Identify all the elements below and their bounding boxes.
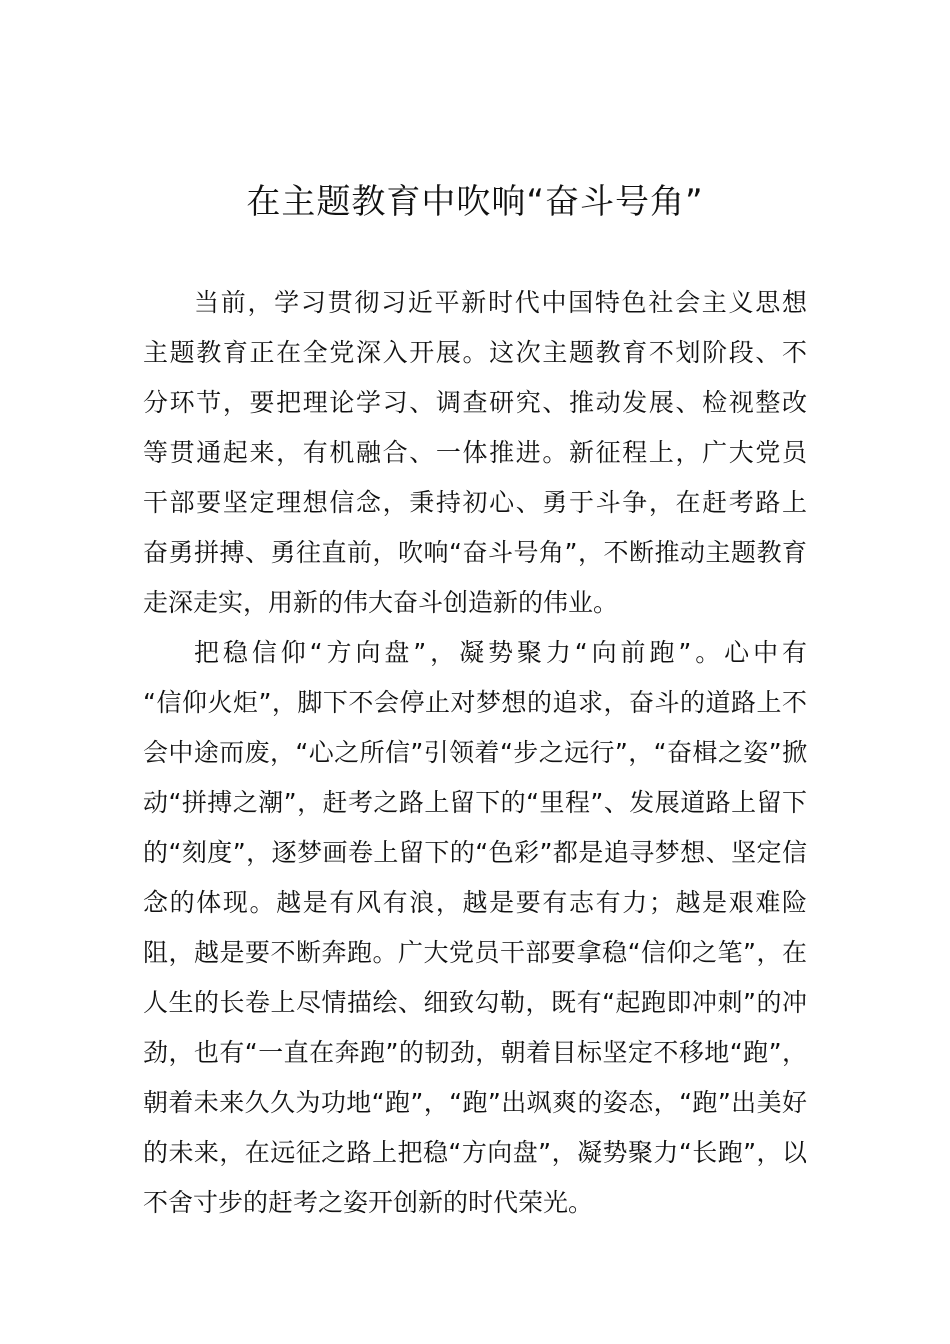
paragraph-line: 念的体现。越是有风有浪，越是要有志有力；越是艰难险 xyxy=(143,888,807,917)
paragraph-line: 会中途而废，“心之所信”引领着“步之远行”，“奋楫之姿”掀 xyxy=(143,738,807,767)
paragraph-line: 的“刻度”，逐梦画卷上留下的“色彩”都是追寻梦想、坚定信 xyxy=(143,838,807,867)
paragraph-2 xyxy=(143,628,807,1228)
paragraph-line: 人生的长卷上尽情描绘、细致勾勒，既有“起跑即冲刺”的冲 xyxy=(143,988,807,1017)
paragraph-line: 的未来，在远征之路上把稳“方向盘”，凝势聚力“长跑”，以 xyxy=(143,1138,807,1167)
paragraph-line: 走深走实，用新的伟大奋斗创造新的伟业。 xyxy=(143,588,619,617)
paragraph-line: 干部要坚定理想信念，秉持初心、勇于斗争，在赶考路上 xyxy=(143,488,807,517)
paragraph-line: 奋勇拼搏、勇往直前，吹响“奋斗号角”，不断推动主题教育 xyxy=(143,538,807,567)
paragraph-1 xyxy=(143,278,807,628)
paragraph-line: 分环节，要把理论学习、调查研究、推动发展、检视整改 xyxy=(143,388,807,417)
paragraph-line: 朝着未来久久为功地“跑”，“跑”出飒爽的姿态，“跑”出美好 xyxy=(143,1088,807,1117)
paragraph-line: 当前，学习贯彻习近平新时代中国特色社会主义思想 xyxy=(194,288,807,317)
paragraph-line: “信仰火炬”，脚下不会停止对梦想的追求，奋斗的道路上不 xyxy=(143,688,807,717)
document-body xyxy=(143,278,807,1228)
paragraph-line: 等贯通起来，有机融合、一体推进。新征程上，广大党员 xyxy=(143,438,807,467)
paragraph-line: 主题教育正在全党深入开展。这次主题教育不划阶段、不 xyxy=(143,338,807,367)
paragraph-line: 动“拼搏之潮”，赶考之路上留下的“里程”、发展道路上留下 xyxy=(143,788,807,817)
paragraph-line: 阻，越是要不断奔跑。广大党员干部要拿稳“信仰之笔”，在 xyxy=(143,938,807,967)
paragraph-line: 不舍寸步的赶考之姿开创新的时代荣光。 xyxy=(143,1188,594,1217)
paragraph-line: 劲，也有“一直在奔跑”的韧劲，朝着目标坚定不移地“跑”， xyxy=(143,1038,807,1067)
document-title: 在主题教育中吹响“奋斗号角” xyxy=(246,182,704,222)
paragraph-line: 把稳信仰“方向盘”，凝势聚力“向前跑”。心中有 xyxy=(194,638,807,667)
